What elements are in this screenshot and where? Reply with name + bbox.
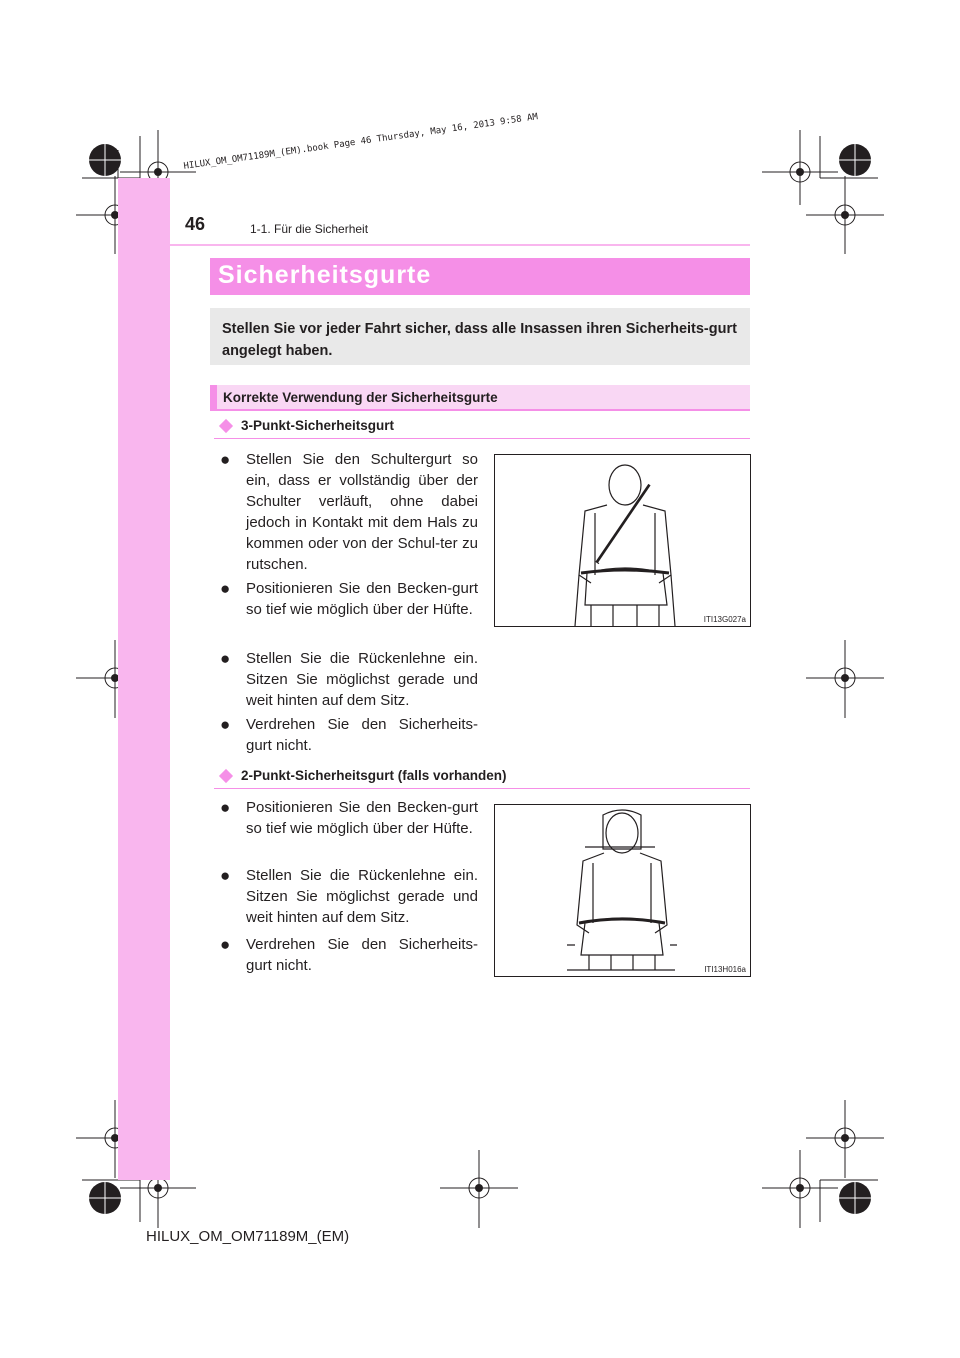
subheading-rule	[210, 409, 750, 411]
list-item-text: Positionieren Sie den Becken-gurt so tief wie möglich über der Hüfte.	[246, 580, 478, 618]
section-title: 1-1. Für die Sicherheit	[250, 222, 369, 236]
bullet-icon: ●	[220, 579, 231, 598]
bullet-icon: ●	[220, 866, 231, 885]
seatbelt-3pt-figure	[494, 454, 751, 627]
section-rule	[214, 438, 750, 439]
seatbelt-2pt-figure	[494, 804, 751, 977]
section-heading: 2-Punkt-Sicherheitsgurt (falls vorhanden)	[241, 768, 507, 783]
section-heading: 3-Punkt-Sicherheitsgurt	[241, 418, 395, 433]
side-color-bar	[118, 178, 170, 1180]
list-item-text: Verdrehen Sie den Sicherheits-gurt nicht.	[246, 716, 478, 754]
bullet-icon: ●	[220, 649, 231, 668]
bullet-icon: ●	[220, 450, 231, 469]
page-number: 46	[185, 214, 206, 234]
book-info: HILUX_OM_OM71189M_(EM).book Page 46 Thursday, May 16, 2013 9:58 AM	[183, 112, 539, 172]
page-title: Sicherheitsgurte	[218, 261, 432, 289]
list-item-text: Stellen Sie den Schultergurt so ein, dass er vollständig über der Schulter verläuft, ohne dabei jedoch in Kontakt mit dem Hals zu kommen oder von der Schul-ter zu rutschen.	[246, 451, 478, 573]
section-rule	[214, 788, 750, 789]
list-item-text: Stellen Sie die Rückenlehne ein. Sitzen Sie möglichst gerade und weit hinten auf dem Sitz.	[246, 650, 478, 709]
seated-person-2pt-illustration	[495, 805, 750, 976]
list-item	[220, 934, 478, 976]
list-item	[220, 797, 478, 839]
figure-label: ITI13G027a	[703, 615, 746, 624]
list-item-text: Verdrehen Sie den Sicherheits-gurt nicht.	[246, 936, 478, 974]
header-rule	[118, 244, 750, 246]
list-item	[220, 578, 478, 620]
bullet-icon: ●	[220, 798, 231, 817]
list-item	[220, 648, 478, 711]
bullet-icon: ●	[220, 935, 231, 954]
list-item-text: Positionieren Sie den Becken-gurt so tief wie möglich über der Hüfte.	[246, 799, 478, 837]
intro-text: Stellen Sie vor jeder Fahrt sicher, dass alle Insassen ihren Sicherheits-gurt angelegt haben.	[222, 321, 737, 359]
seated-person-3pt-illustration	[495, 455, 750, 626]
figure-label: ITI13H016a	[704, 965, 746, 974]
list-item-text: Stellen Sie die Rückenlehne ein. Sitzen Sie möglichst gerade und weit hinten auf dem Sitz.	[246, 867, 478, 926]
document-footer: HILUX_OM_OM71189M_(EM)	[146, 1228, 350, 1245]
list-item	[220, 865, 478, 928]
list-item	[220, 714, 478, 756]
bullet-icon: ●	[220, 715, 231, 734]
subheading: Korrekte Verwendung der Sicherheitsgurte	[223, 390, 498, 405]
list-item	[220, 449, 478, 575]
